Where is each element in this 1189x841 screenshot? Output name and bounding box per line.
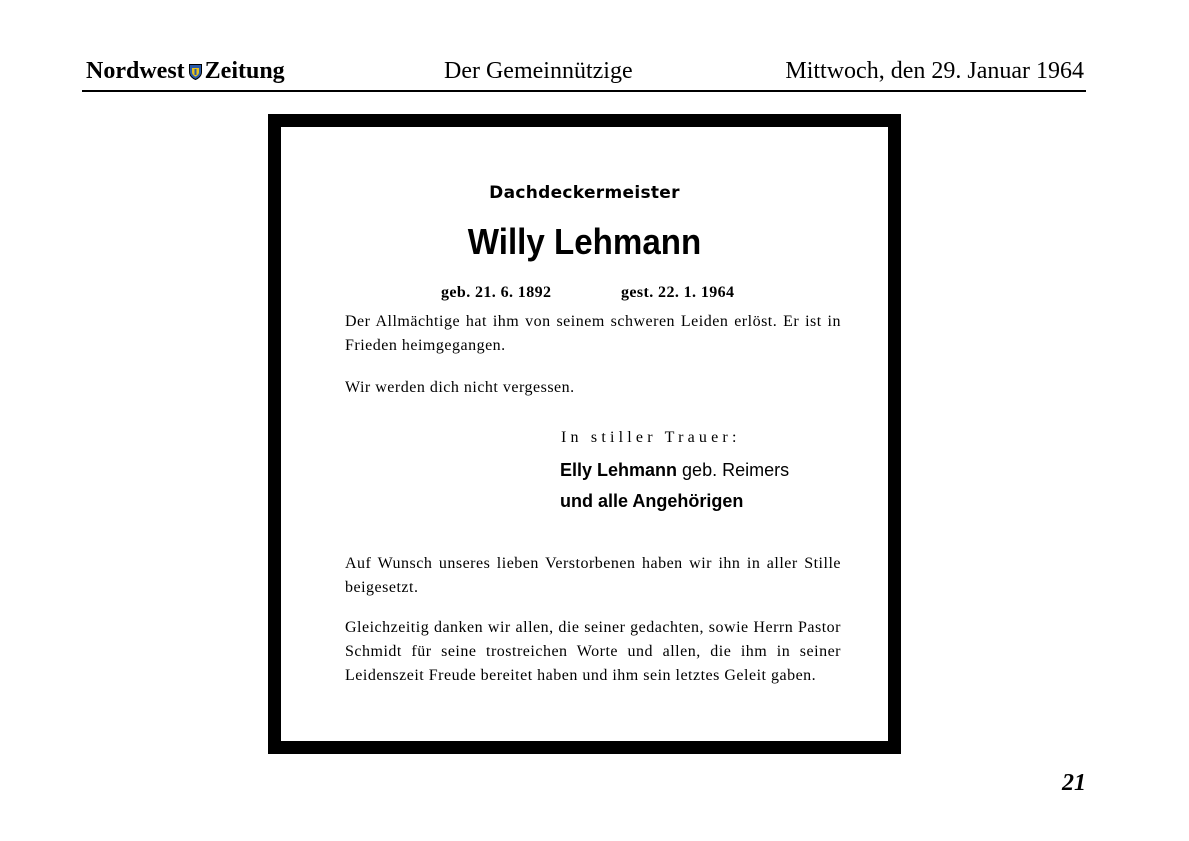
issue-date: Mittwoch, den 29. Januar 1964 xyxy=(785,58,1084,84)
masthead-word-nordwest: Nordwest xyxy=(86,58,185,84)
notice-paragraph-burial: Auf Wunsch unseres lieben Verstorbenen haben wir ihn in aller Stille beigesetzt. xyxy=(345,555,841,596)
newspaper-masthead xyxy=(86,58,285,85)
mourner-relatives: und alle Angehörigen xyxy=(560,491,744,511)
birth-date: geb. 21. 6. 1892 xyxy=(441,284,552,301)
deceased-profession: Dachdeckermeister xyxy=(489,183,680,203)
masthead-word-zeitung: Zeitung xyxy=(204,58,285,84)
coat-of-arms-icon xyxy=(189,64,202,80)
deceased-name: Willy Lehmann xyxy=(467,221,702,262)
page-number: 21 xyxy=(1062,770,1086,796)
notice-paragraph-thanks: Gleichzeitig danken wir allen, die seiner gedachten, sowie Herrn Pastor Schmidt für seine trostreichen Worte und allen, die ihm in seiner Leidenszeit Freude bereitet haben und ihm sein letztes Geleit gaben. xyxy=(345,619,841,684)
obituary-notice xyxy=(268,114,901,754)
mourner-name xyxy=(560,460,789,481)
mourning-label: In stiller Trauer: xyxy=(561,429,741,446)
section-title: Der Gemeinnützige xyxy=(444,58,633,84)
death-date: gest. 22. 1. 1964 xyxy=(621,284,735,301)
notice-paragraph-remember: Wir werden dich nicht vergessen. xyxy=(345,379,575,396)
mourner-maiden-name: geb. Reimers xyxy=(682,460,790,480)
page-header xyxy=(82,56,1086,92)
mourner-full-name: Elly Lehmann xyxy=(560,460,678,480)
notice-paragraph-release: Der Allmächtige hat ihm von seinem schweren Leiden erlöst. Er ist in Frieden heimgegangen. xyxy=(345,313,841,354)
